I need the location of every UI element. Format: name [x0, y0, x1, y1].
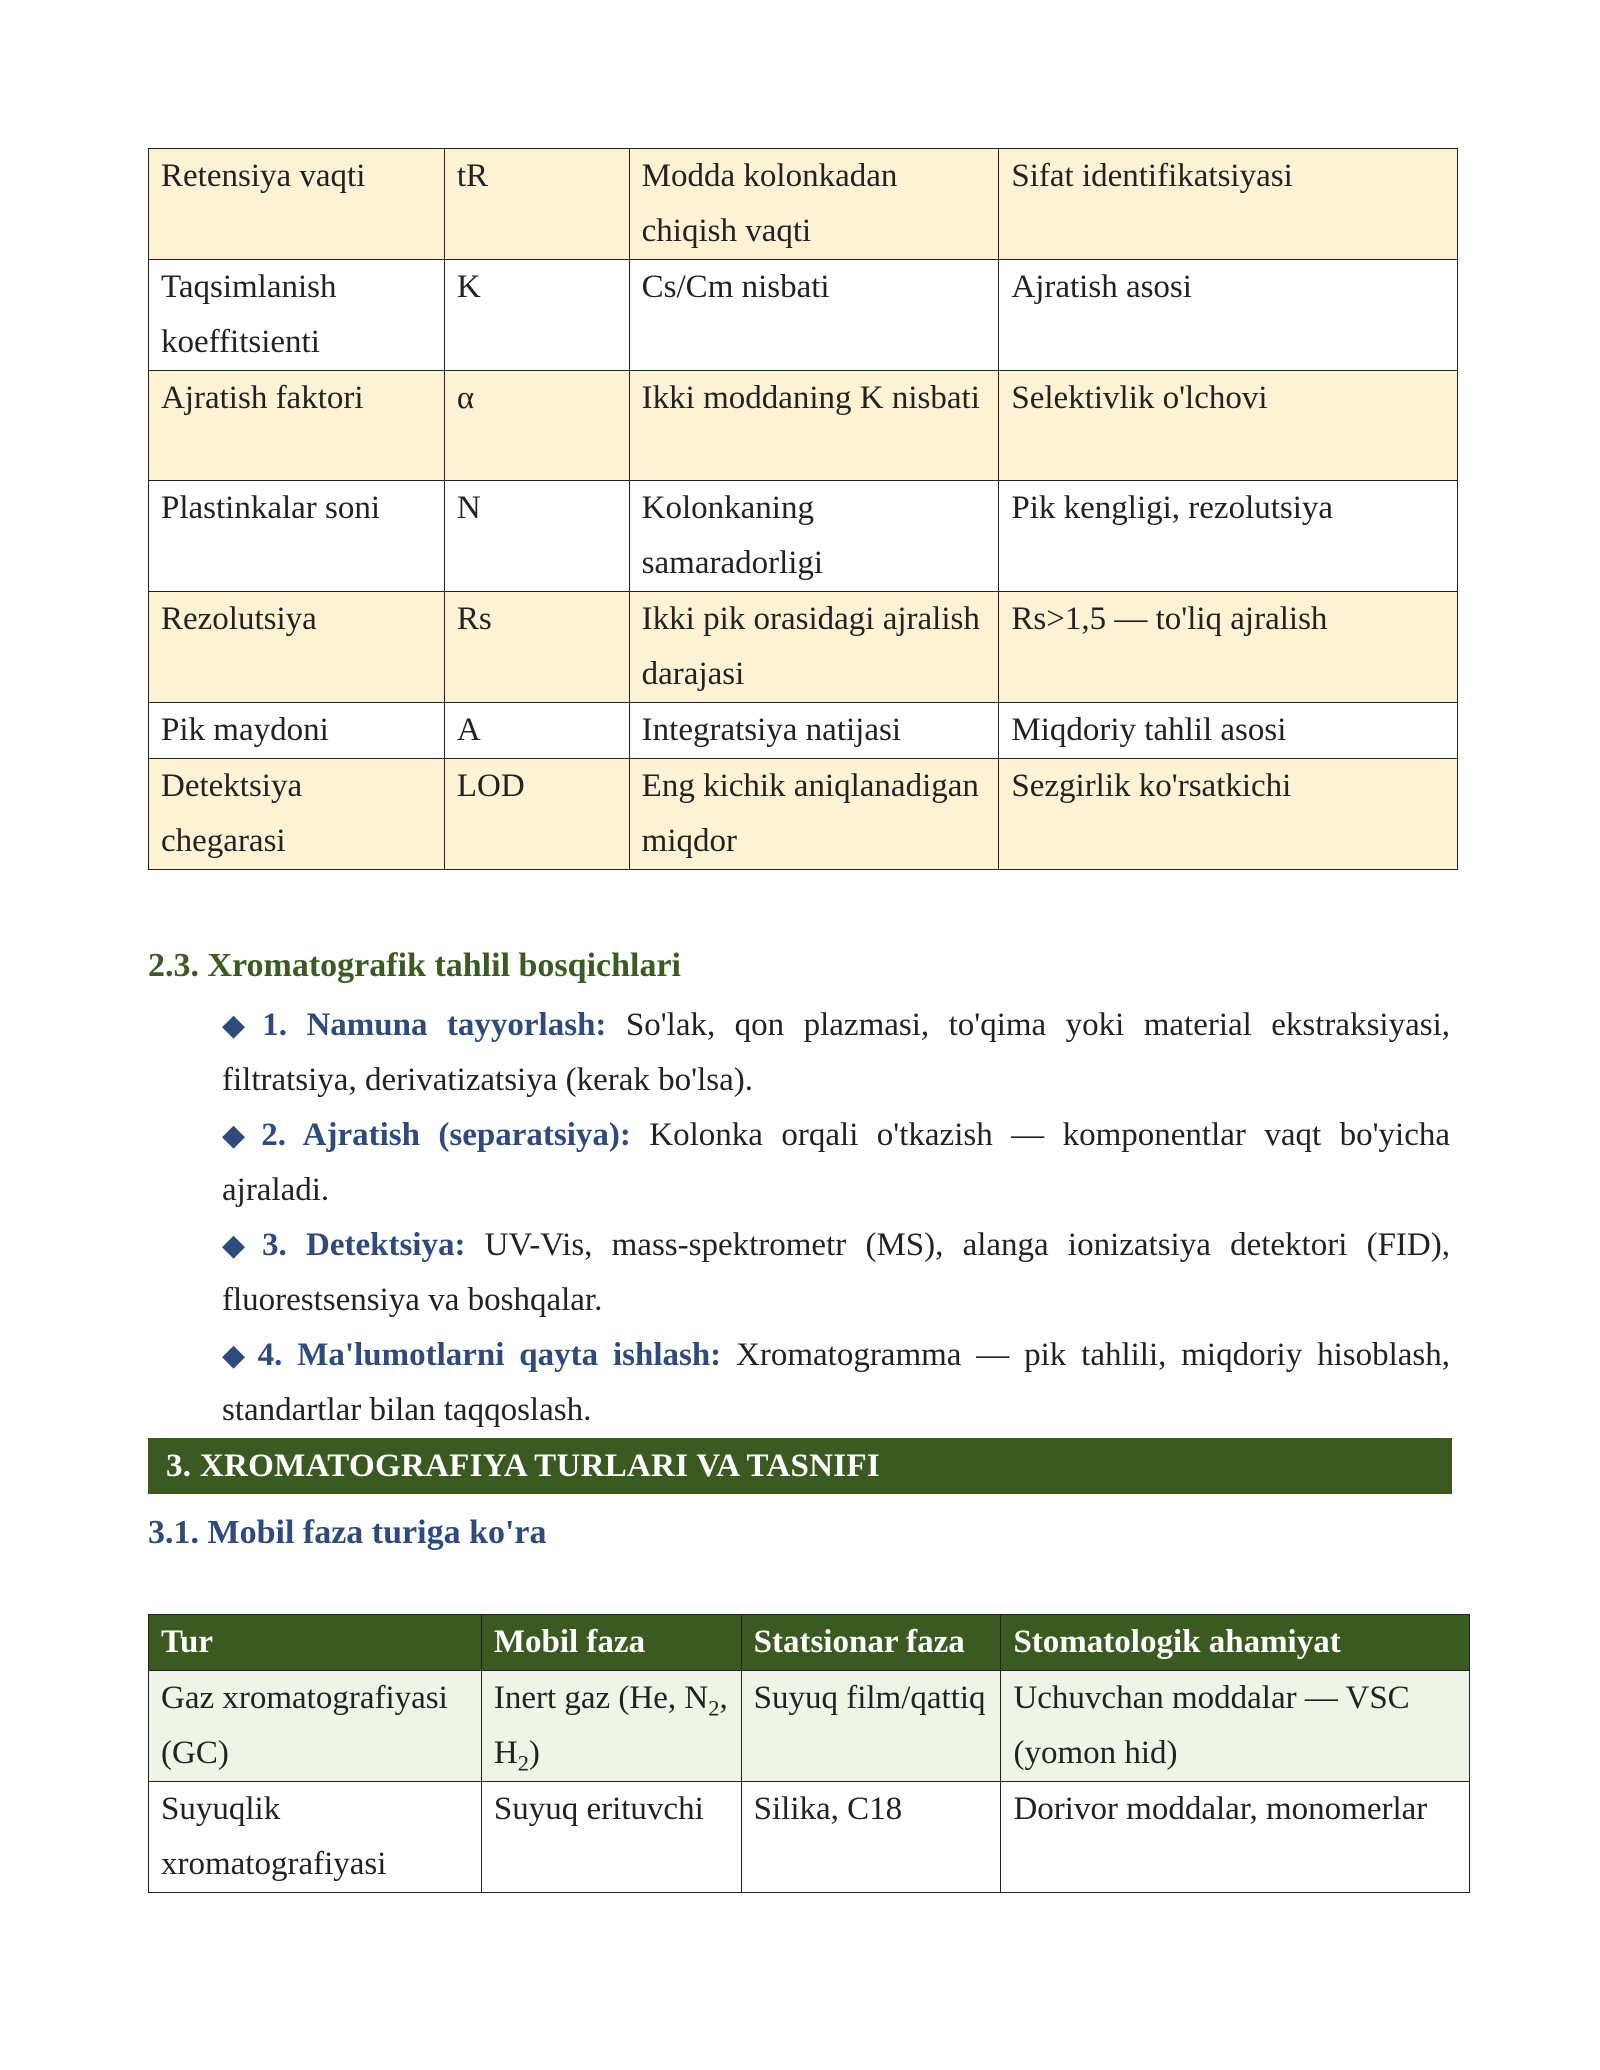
table-cell: N: [444, 481, 629, 592]
list-item: [222, 998, 1450, 1108]
table-cell: Suyuq film/qattiq: [741, 1671, 1001, 1782]
table-cell: Sifat identifikatsiyasi: [999, 149, 1458, 260]
table-cell: Rs: [444, 592, 629, 703]
table-cell: Integratsiya natijasi: [629, 703, 999, 759]
table-cell: Selektivlik o'lchovi: [999, 371, 1458, 481]
list-item: [222, 1108, 1450, 1218]
table-header-cell: Mobil faza: [481, 1615, 741, 1671]
table-cell: Uchuvchan moddalar — VSC (yomon hid): [1001, 1671, 1470, 1782]
table-row: [149, 260, 1458, 371]
analysis-steps-list: [222, 998, 1450, 1438]
table-cell: Ajratish faktori: [149, 371, 445, 481]
table-cell: Taqsimlanish koeffitsienti: [149, 260, 445, 371]
table-cell: α: [444, 371, 629, 481]
table-cell: Modda kolonkadan chiqish vaqti: [629, 149, 999, 260]
table-row: [149, 149, 1458, 260]
table-row: [149, 759, 1458, 870]
table-cell: tR: [444, 149, 629, 260]
cell-text: , H: [493, 1680, 728, 1771]
table-cell: K: [444, 260, 629, 371]
parameters-table: [148, 148, 1458, 870]
diamond-bullet-icon: ◆: [222, 1339, 252, 1372]
table-cell: Gaz xromatografiyasi (GC): [149, 1671, 482, 1782]
step-title: 3. Detektsiya:: [262, 1227, 466, 1263]
table-cell: Kolonkaning samaradorligi: [629, 481, 999, 592]
step-title: 2. Ajratish (separatsiya):: [261, 1117, 631, 1153]
table-cell: Suyuqlik xromatografiyasi: [149, 1782, 482, 1893]
table-row: [149, 371, 1458, 481]
table-header-row: [149, 1615, 1470, 1671]
list-item: [222, 1328, 1450, 1438]
table-cell: LOD: [444, 759, 629, 870]
table-cell: Dorivor moddalar, monomerlar: [1001, 1782, 1470, 1893]
table-cell: Pik maydoni: [149, 703, 445, 759]
table-row: [149, 1671, 1470, 1782]
table-row: [149, 481, 1458, 592]
table-cell: Pik kengligi, rezolutsiya: [999, 481, 1458, 592]
diamond-bullet-icon: ◆: [222, 1229, 257, 1262]
step-text: Kolonka orqali o'tkazish — komponentlar vaqt bo'yicha ajraladi.: [222, 1117, 1450, 1208]
table-cell: Detektsiya chegarasi: [149, 759, 445, 870]
table-row: [149, 592, 1458, 703]
subscript: 2: [517, 1750, 529, 1776]
table-cell: Silika, C18: [741, 1782, 1001, 1893]
table-row: [149, 1782, 1470, 1893]
table-cell: Plastinkalar soni: [149, 481, 445, 592]
diamond-bullet-icon: ◆: [222, 1009, 257, 1042]
table-header-cell: Tur: [149, 1615, 482, 1671]
table-cell: Rs>1,5 — to'liq ajralish: [999, 592, 1458, 703]
subscript: 2: [708, 1695, 720, 1721]
step-title: 1. Namuna tayyorlash:: [262, 1007, 607, 1043]
table-header-cell: Statsionar faza: [741, 1615, 1001, 1671]
table-cell: [481, 1671, 741, 1782]
table-cell: Suyuq erituvchi: [481, 1782, 741, 1893]
table-cell: A: [444, 703, 629, 759]
cell-text: Inert gaz (He, N: [493, 1680, 709, 1716]
section-heading-3-1: 3.1. Mobil faza turiga ko'ra: [148, 1514, 547, 1551]
table-cell: Retensiya vaqti: [149, 149, 445, 260]
table-header-cell: Stomatologik ahamiyat: [1001, 1615, 1470, 1671]
table-cell: Cs/Cm nisbati: [629, 260, 999, 371]
section-heading-2-3: 2.3. Xromatografik tahlil bosqichlari: [148, 947, 681, 984]
diamond-bullet-icon: ◆: [222, 1119, 256, 1152]
step-title: 4. Ma'lumotlarni qayta ishlash:: [257, 1337, 722, 1373]
chromatography-types-table: [148, 1614, 1470, 1893]
cell-text: ): [528, 1735, 540, 1771]
table-cell: Sezgirlik ko'rsatkichi: [999, 759, 1458, 870]
table-cell: Eng kichik aniqlanadigan miqdor: [629, 759, 999, 870]
table-row: [149, 703, 1458, 759]
table-cell: Rezolutsiya: [149, 592, 445, 703]
table-cell: Ajratish asosi: [999, 260, 1458, 371]
table-cell: Ikki moddaning K nisbati: [629, 371, 999, 481]
step-text: Xromatogramma — pik tahlili, miqdoriy hisoblash, standartlar bilan taqqoslash.: [222, 1337, 1450, 1428]
table-cell: Ikki pik orasidagi ajralish darajasi: [629, 592, 999, 703]
section-banner: 3. XROMATOGRAFIYA TURLARI VA TASNIFI: [148, 1438, 1452, 1494]
list-item: [222, 1218, 1450, 1328]
step-text: So'lak, qon plazmasi, to'qima yoki material ekstraksiyasi, filtratsiya, derivatizatsiya (kerak bo'lsa).: [222, 1007, 1450, 1098]
step-text: UV-Vis, mass-spektrometr (MS), alanga ionizatsiya detektori (FID), fluorestsensiya va boshqalar.: [222, 1227, 1450, 1318]
table-cell: Miqdoriy tahlil asosi: [999, 703, 1458, 759]
